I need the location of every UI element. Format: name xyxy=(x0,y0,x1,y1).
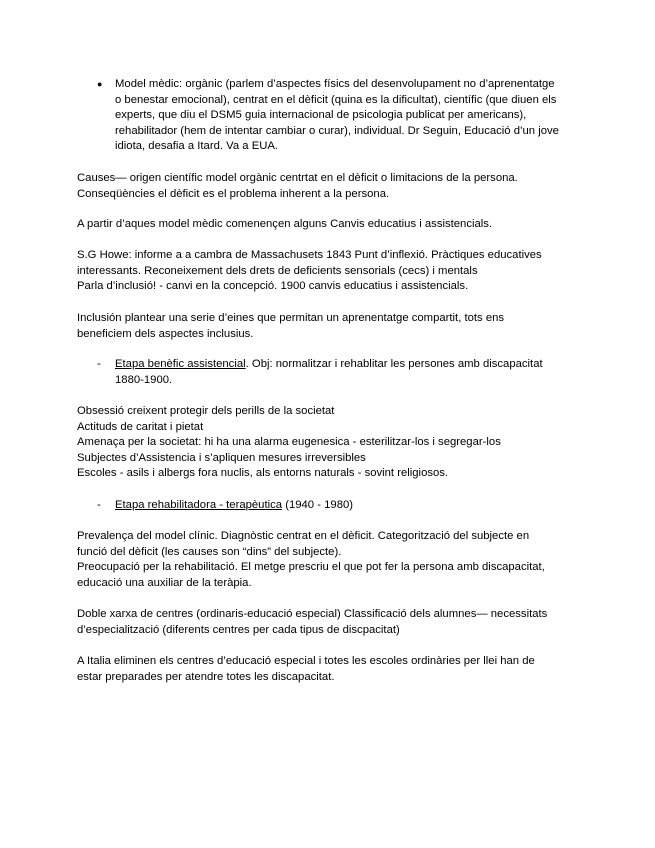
text-line: funció del dèficit (les causes son “dins” del subjecte). xyxy=(77,545,342,558)
text-line: Preocupació per la rehabilitació. El metge prescriu el que pot fer la persona amb discapacitat, xyxy=(77,561,545,573)
text-line: Subjectes d’Assistencia i s’apliquen mesures irreversibles xyxy=(77,451,366,464)
text-line: Inclusión plantear una serie d’eines que permitan un aprenentatge compartit, tots ens xyxy=(77,312,505,324)
text-line: 1880-1900. xyxy=(115,373,173,386)
text-line: Causes— origen científic model orgànic centrtat en el dèficit o limitacions de la persona. xyxy=(77,172,518,184)
text-line: Prevalença del model clínic. Diagnòstic centrat en el dèficit. Categorització del subjecte en xyxy=(77,530,530,542)
etapa-benefic-title: Etapa benèfic assistencial xyxy=(115,358,246,370)
text-line: A partir d’aques model mèdic comenençen alguns Canvis educatius i assistencials. xyxy=(77,218,493,230)
paragraph-obsessio xyxy=(77,404,577,482)
list-item-etapa-rehabilitadora xyxy=(115,498,585,514)
text-line: A Italia eliminen els centres d’educació especial i totes les escoles ordinàries per llei han de xyxy=(77,655,535,667)
list-item-etapa-benefic xyxy=(115,357,585,388)
text-line: rehabilitador (hem de intentar cambiar o curar), individual. Dr Seguin, Educació d’un jove xyxy=(115,124,559,137)
paragraph-doble-xarxa xyxy=(77,607,577,638)
text-line: estar preparades per atendre totes les discapacitat. xyxy=(77,670,335,683)
text-line: Amenaça per la societat: hi ha una alarma eugenesica - esterilitzar-los i segregar-los xyxy=(77,436,501,448)
text-line: Parla d’inclusió! - canvi en la concepció. 1900 canvis educatius i assistencials. xyxy=(77,280,469,292)
text-line: interessants. Reconeixement dels drets de deficients sensorials (cecs) i mentals xyxy=(77,264,478,277)
text-line: Actituds de caritat i pietat xyxy=(77,420,204,433)
dash-marker: - xyxy=(97,499,101,511)
bullet-item-model-medic xyxy=(115,77,585,155)
text-line: Model mèdic: orgànic (parlem d’aspectes físics del desenvolupament no d’aprenentatge xyxy=(115,78,555,90)
bullet-marker: ● xyxy=(97,79,103,89)
paragraph-causes xyxy=(77,171,577,202)
text-line: idiota, desafia a Itard. Va a EUA. xyxy=(115,140,279,152)
dash-marker: - xyxy=(97,358,101,370)
text-line: beneficiem dels aspectes inclusius. xyxy=(77,327,254,340)
paragraph-italia xyxy=(77,654,577,685)
text-line: S.G Howe: informe a a cambra de Massachusets 1843 Punt d’inflexió. Pràctiques educatives xyxy=(77,249,542,261)
paragraph-inclusio xyxy=(77,311,577,342)
text-fragment: . Obj: normalitzar i rehablitar les persones amb discapacitat xyxy=(245,358,543,370)
text-line: experts, que diu el DSM5 guia internacional de psicologia publicat per americans), xyxy=(115,109,527,121)
text-line: educació una auxiliar de la teràpia. xyxy=(77,576,252,589)
paragraph-a-partir xyxy=(77,217,577,233)
text-line: d’especialització (diferents centres per cada tipus de discpacitat) xyxy=(77,623,400,636)
paragraph-howe xyxy=(77,248,577,295)
etapa-rehabilitadora-title: Etapa rehabilitadora - terapèutica xyxy=(115,499,283,511)
paragraph-prevalenca xyxy=(77,529,577,591)
text-line: Escoles - asils i albergs fora nuclis, als entorns naturals - sovint religiosos. xyxy=(77,467,449,479)
text-line: Obsessió creixent protegir dels perills de la societat xyxy=(77,405,335,417)
text-line: Conseqüències el dèficit es el problema inherent a la persona. xyxy=(77,187,390,200)
text-line: o benestar emocional), centrat en el dèficit (quina es la dificultat), científic (que diuen els xyxy=(115,93,557,106)
text-line: Doble xarxa de centres (ordinaris-educació especial) Classificació dels alumnes— necessitats xyxy=(77,608,548,620)
text-fragment: (1940 - 1980) xyxy=(282,499,354,511)
